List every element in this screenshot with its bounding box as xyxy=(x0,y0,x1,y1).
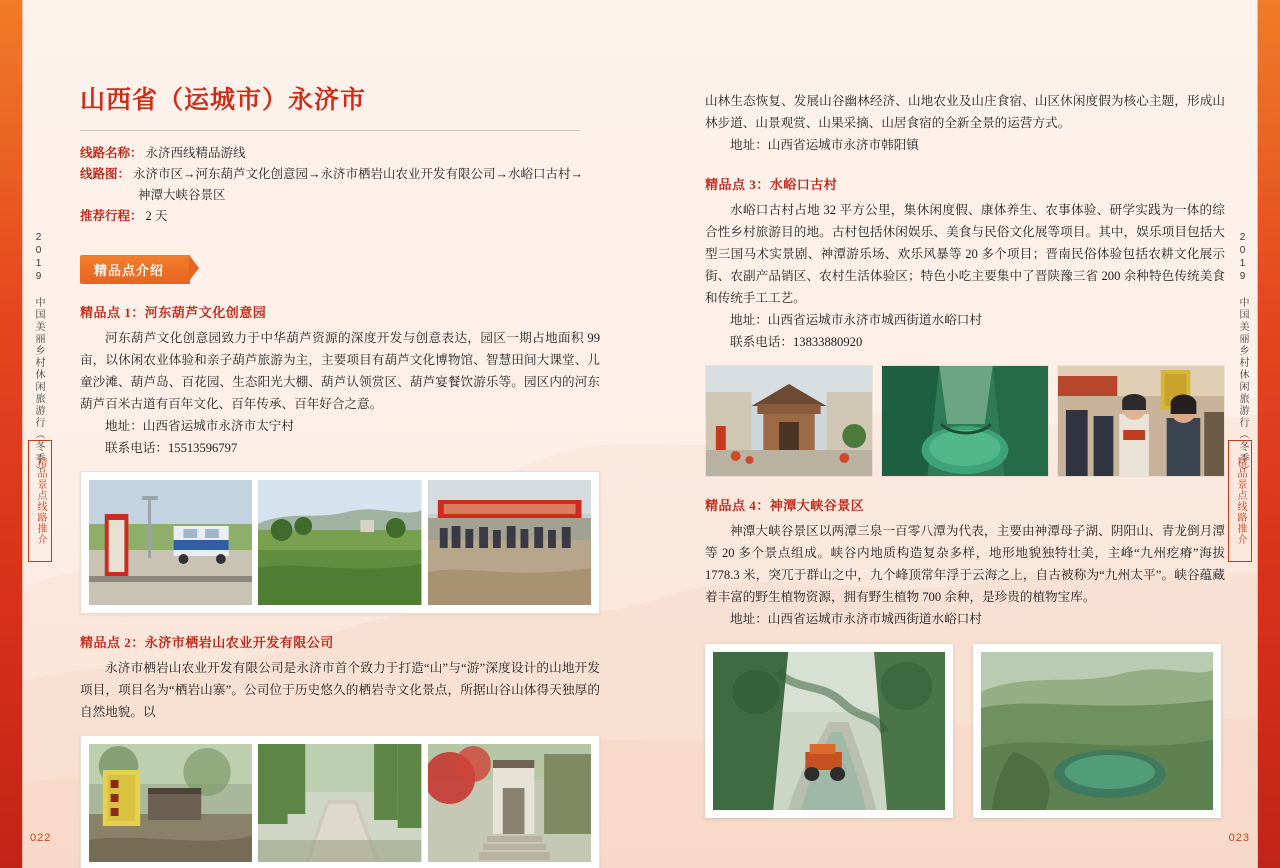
spot-2-address: 地址：山西省运城市永济市韩阳镇 xyxy=(730,138,919,152)
section-tab-right: 精品景点线路推介 xyxy=(1228,440,1252,562)
route-map-value-line2: 神潭大峡谷景区 xyxy=(138,188,226,202)
right-inner-rule xyxy=(1257,0,1258,868)
left-inner-rule xyxy=(22,0,23,868)
spot-3-phone: 联系电话：13833880920 xyxy=(730,335,863,349)
spot-2-photo-strip xyxy=(80,735,600,868)
photo-garden-steps xyxy=(428,744,591,862)
photo-canyon-stream-cart xyxy=(713,652,945,810)
right-edge-decoration xyxy=(1258,0,1280,868)
photo-mountain-pool-aerial xyxy=(981,652,1213,810)
spine-label-right: 2019 中国美丽乡村休闲旅游行（冬季） xyxy=(1237,232,1248,477)
route-meta xyxy=(80,143,600,227)
route-name-value: 永济西线精品游线 xyxy=(145,146,246,160)
spot-4-title: 精品点 4：神潭大峡谷景区 xyxy=(705,498,865,513)
spot-1-photo-strip xyxy=(80,471,600,614)
spot-2-title: 精品点 2：永济市栖岩山农业开发有限公司 xyxy=(80,635,334,650)
section-tab-left: 精品景点线路推介 xyxy=(28,440,52,562)
spine-label-left: 2019 中国美丽乡村休闲旅游行（冬季） xyxy=(33,232,44,477)
page-number-right: 023 xyxy=(1228,832,1250,844)
spot-1-body: 河东葫芦文化创意园致力于中华葫芦资源的深度开发与创意表达，园区一期占地面积 99 亩，以休闲农业体验和亲子葫芦旅游为主，主要项目有葫芦文化博物馆、智慧田间大课堂、儿童沙滩、葫芦岛、百花园、生态阳光大棚、葫芦认领赏区、葫芦宴餐饮游乐等。园区内的河东葫芦百米古道有百年文化、百年传承、百年好合之意。 xyxy=(80,331,600,411)
spot-3-title: 精品点 3：水峪口古村 xyxy=(705,177,838,192)
spot-3-address: 地址：山西省运城市永济市城西街道水峪口村 xyxy=(730,313,982,327)
spot-2-continuation: 山林生态恢复、发展山谷幽林经济、山地农业及山庄食宿、山区休闲度假为核心主题，形成山林步道、山景观赏、山果采摘、山居食宿的全新全景的运营方式。 xyxy=(705,94,1225,130)
itinerary-label: 推荐行程： xyxy=(80,209,143,223)
route-name-label: 线路名称： xyxy=(80,146,143,160)
photo-card-mountain-pool xyxy=(973,644,1221,818)
page-title: 山西省（运城市）永济市 xyxy=(80,87,367,114)
spot-3-photo-row xyxy=(705,365,1225,477)
spot-1-address: 地址：山西省运城市永济市太宁村 xyxy=(105,419,294,433)
itinerary-value: 2 天 xyxy=(145,209,168,223)
right-column xyxy=(705,0,1225,818)
photo-green-field-park xyxy=(258,480,421,605)
photo-stone-signboard xyxy=(89,744,252,862)
spot-2-body: 永济市栖岩山农业开发有限公司是永济市首个致力于打造“山”与“游”深度设计的山地开发项目，项目名为“栖岩山寨”。公司位于历史悠久的栖岩寺文化景点，所据山谷山体得天独厚的自然地貌。以 xyxy=(80,661,600,719)
photo-ancient-village-gate xyxy=(705,365,873,477)
page-number-left: 022 xyxy=(30,832,52,844)
route-map-value: 永济市区→河东葫芦文化创意园→永济市栖岩山农业开发有限公司→水峪口古村→ xyxy=(133,167,584,181)
photo-card-canyon-stream xyxy=(705,644,953,818)
section-ribbon: 精品点介绍 xyxy=(80,255,190,284)
left-edge-decoration xyxy=(0,0,22,868)
spot-1-title: 精品点 1：河东葫芦文化创意园 xyxy=(80,305,267,320)
photo-ceremony-crowd xyxy=(428,480,591,605)
spot-3-body: 水峪口古村占地 32 平方公里，集休闲度假、康体养生、农事体验、研学实践为一体的综合性乡村旅游目的地。古村包括休闲娱乐、美食与民俗文化展等项目。其中，娱乐项目包括大型三国马术实景剧、神潭游乐场、欢乐风暴等 20 多个项目；晋南民俗体验包括农耕文化展示街、农副产品销区、农村生活体验区；特色小吃主要集中了晋陕豫三省 200 余种特色传统美食和传统手工工艺。 xyxy=(705,203,1225,305)
photo-bamboo-path xyxy=(258,744,421,862)
spot-4-photo-pair xyxy=(705,644,1225,818)
left-column xyxy=(80,0,600,868)
spot-4-body: 神潭大峡谷景区以两潭三泉一百零八潭为代表，主要由神潭母子湖、阴阳山、青龙倒月潭等 20 多个景点组成。峡谷内地质构造复杂多样，地形地貌独特壮美，主峰“九州疙瘠”海拔 1778.3 米，突兀于群山之中，九个峰顶常年浮于云海之上，自古被称为“九州太平”。峡谷蕴藏着丰富的野生植物资源，拥有野生植物 700 余种，是珍贵的植物宝库。 xyxy=(705,524,1225,604)
route-map-label: 线路图： xyxy=(80,167,131,181)
photo-folk-market-crowd xyxy=(1057,365,1225,477)
title-divider xyxy=(80,130,580,131)
photo-green-canyon-lake xyxy=(881,365,1049,477)
photo-red-banner-street xyxy=(89,480,252,605)
spot-4-address: 地址：山西省运城市永济市城西街道水峪口村 xyxy=(730,612,982,626)
spot-1-phone: 联系电话：15513596797 xyxy=(105,441,238,455)
